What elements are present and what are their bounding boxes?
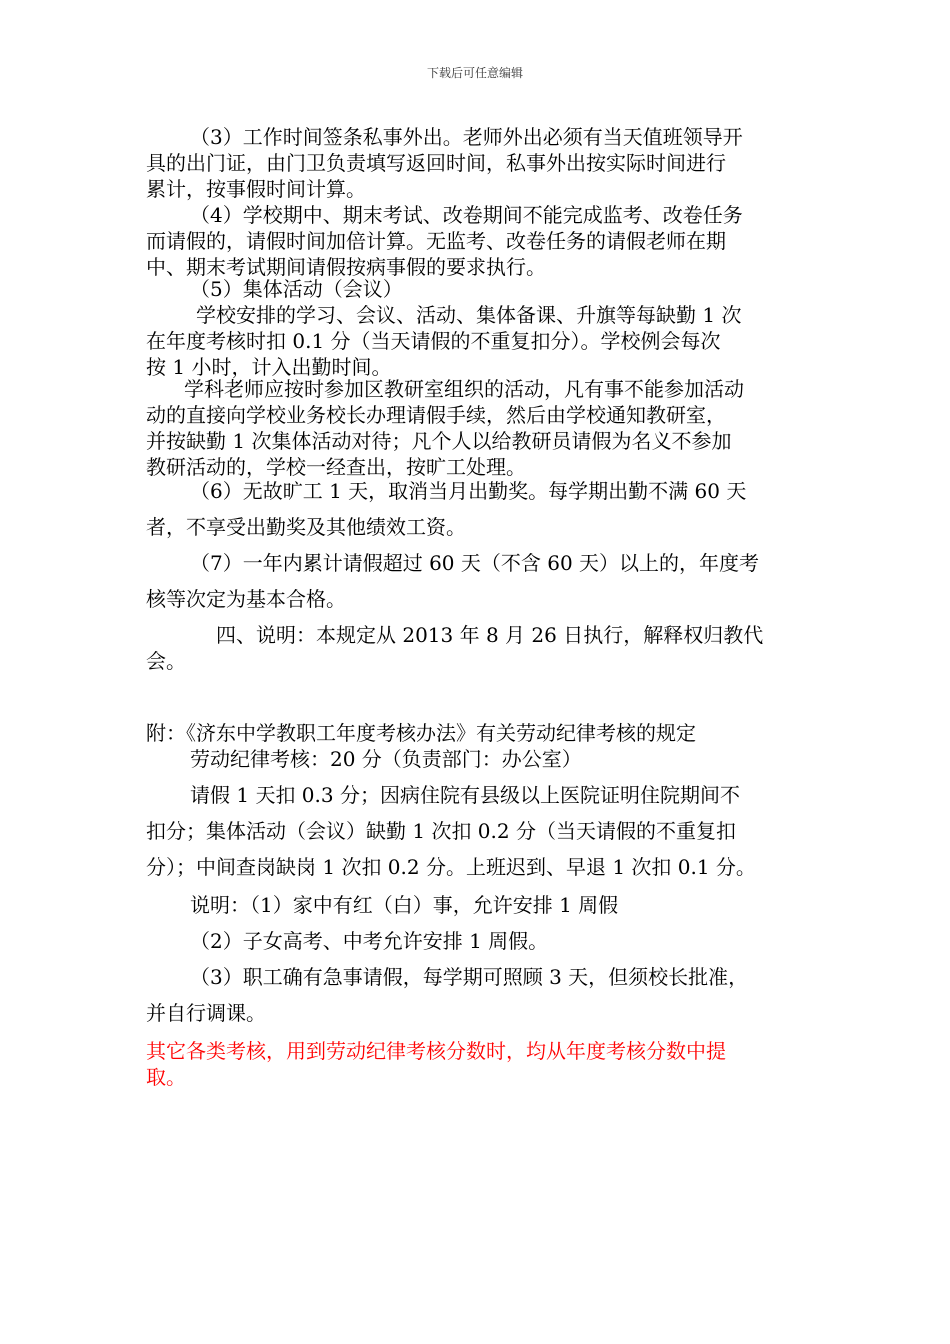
paragraph-line: （5）集体活动（会议）: [190, 277, 403, 301]
paragraph-line: 分）；中间查岗缺岗 1 次扣 0.2 分。上班迟到、早退 1 次扣 0.1 分。: [146, 855, 756, 879]
paragraph-line: 会。: [146, 649, 186, 673]
paragraph-line: 请假 1 天扣 0.3 分；因病住院有县级以上医院证明住院期间不: [190, 783, 740, 807]
paragraph-line: 学科老师应按时参加区教研室组织的活动，凡有事不能参加活动: [184, 377, 744, 401]
paragraph-line: 四、说明：本规定从 2013 年 8 月 26 日执行，解释权归教代: [216, 623, 764, 647]
paragraph-line: 劳动纪律考核：20 分（负责部门：办公室）: [190, 747, 582, 771]
paragraph-line: 中、期末考试期间请假按病事假的要求执行。: [146, 255, 546, 279]
paragraph-line: 教研活动的，学校一经查出，按旷工处理。: [146, 455, 526, 479]
paragraph-line: 累计，按事假时间计算。: [146, 177, 366, 201]
paragraph-line: 核等次定为基本合格。: [146, 587, 346, 611]
paragraph-line: 并按缺勤 1 次集体活动对待；凡个人以给教研员请假为名义不参加: [146, 429, 732, 453]
highlight-note-line: 取。: [146, 1065, 186, 1089]
paragraph-line: 并自行调课。: [146, 1001, 266, 1025]
paragraph-line: （2）子女高考、中考允许安排 1 周假。: [190, 929, 549, 953]
paragraph-line: （3）职工确有急事请假，每学期可照顾 3 天，但须校长批准，: [190, 965, 749, 989]
highlight-note-line: 其它各类考核，用到劳动纪律考核分数时，均从年度考核分数中提: [146, 1039, 726, 1063]
paragraph-line: 而请假的，请假时间加倍计算。无监考、改卷任务的请假老师在期: [146, 229, 726, 253]
paragraph-line: （4）学校期中、期末考试、改卷期间不能完成监考、改卷任务: [190, 203, 743, 227]
paragraph-line: 说明：（1）家中有红（白）事，允许安排 1 周假: [190, 893, 619, 917]
paragraph-line: 扣分；集体活动（会议）缺勤 1 次扣 0.2 分（当天请假的不重复扣: [146, 819, 736, 843]
appendix-title: 附：《济东中学教职工年度考核办法》有关劳动纪律考核的规定: [146, 721, 696, 745]
paragraph-line: （3）工作时间签条私事外出。老师外出必须有当天值班领导开: [190, 125, 743, 149]
paragraph-line: 按 1 小时，计入出勤时间。: [146, 355, 392, 379]
paragraph-line: 具的出门证，由门卫负责填写返回时间，私事外出按实际时间进行: [146, 151, 726, 175]
paragraph-line: 学校安排的学习、会议、活动、集体备课、升旗等每缺勤 1 次: [196, 303, 742, 327]
paragraph-line: （6）无故旷工 1 天，取消当月出勤奖。每学期出勤不满 60 天: [190, 479, 747, 503]
paragraph-line: 动的直接向学校业务校长办理请假手续，然后由学校通知教研室，: [146, 403, 726, 427]
page-header: 下载后可任意编辑: [426, 66, 523, 80]
paragraph-line: 在年度考核时扣 0.1 分（当天请假的不重复扣分）。学校例会每次: [146, 329, 721, 353]
paragraph-line: （7）一年内累计请假超过 60 天（不含 60 天）以上的，年度考: [190, 551, 760, 575]
paragraph-line: 者，不享受出勤奖及其他绩效工资。: [146, 515, 466, 539]
